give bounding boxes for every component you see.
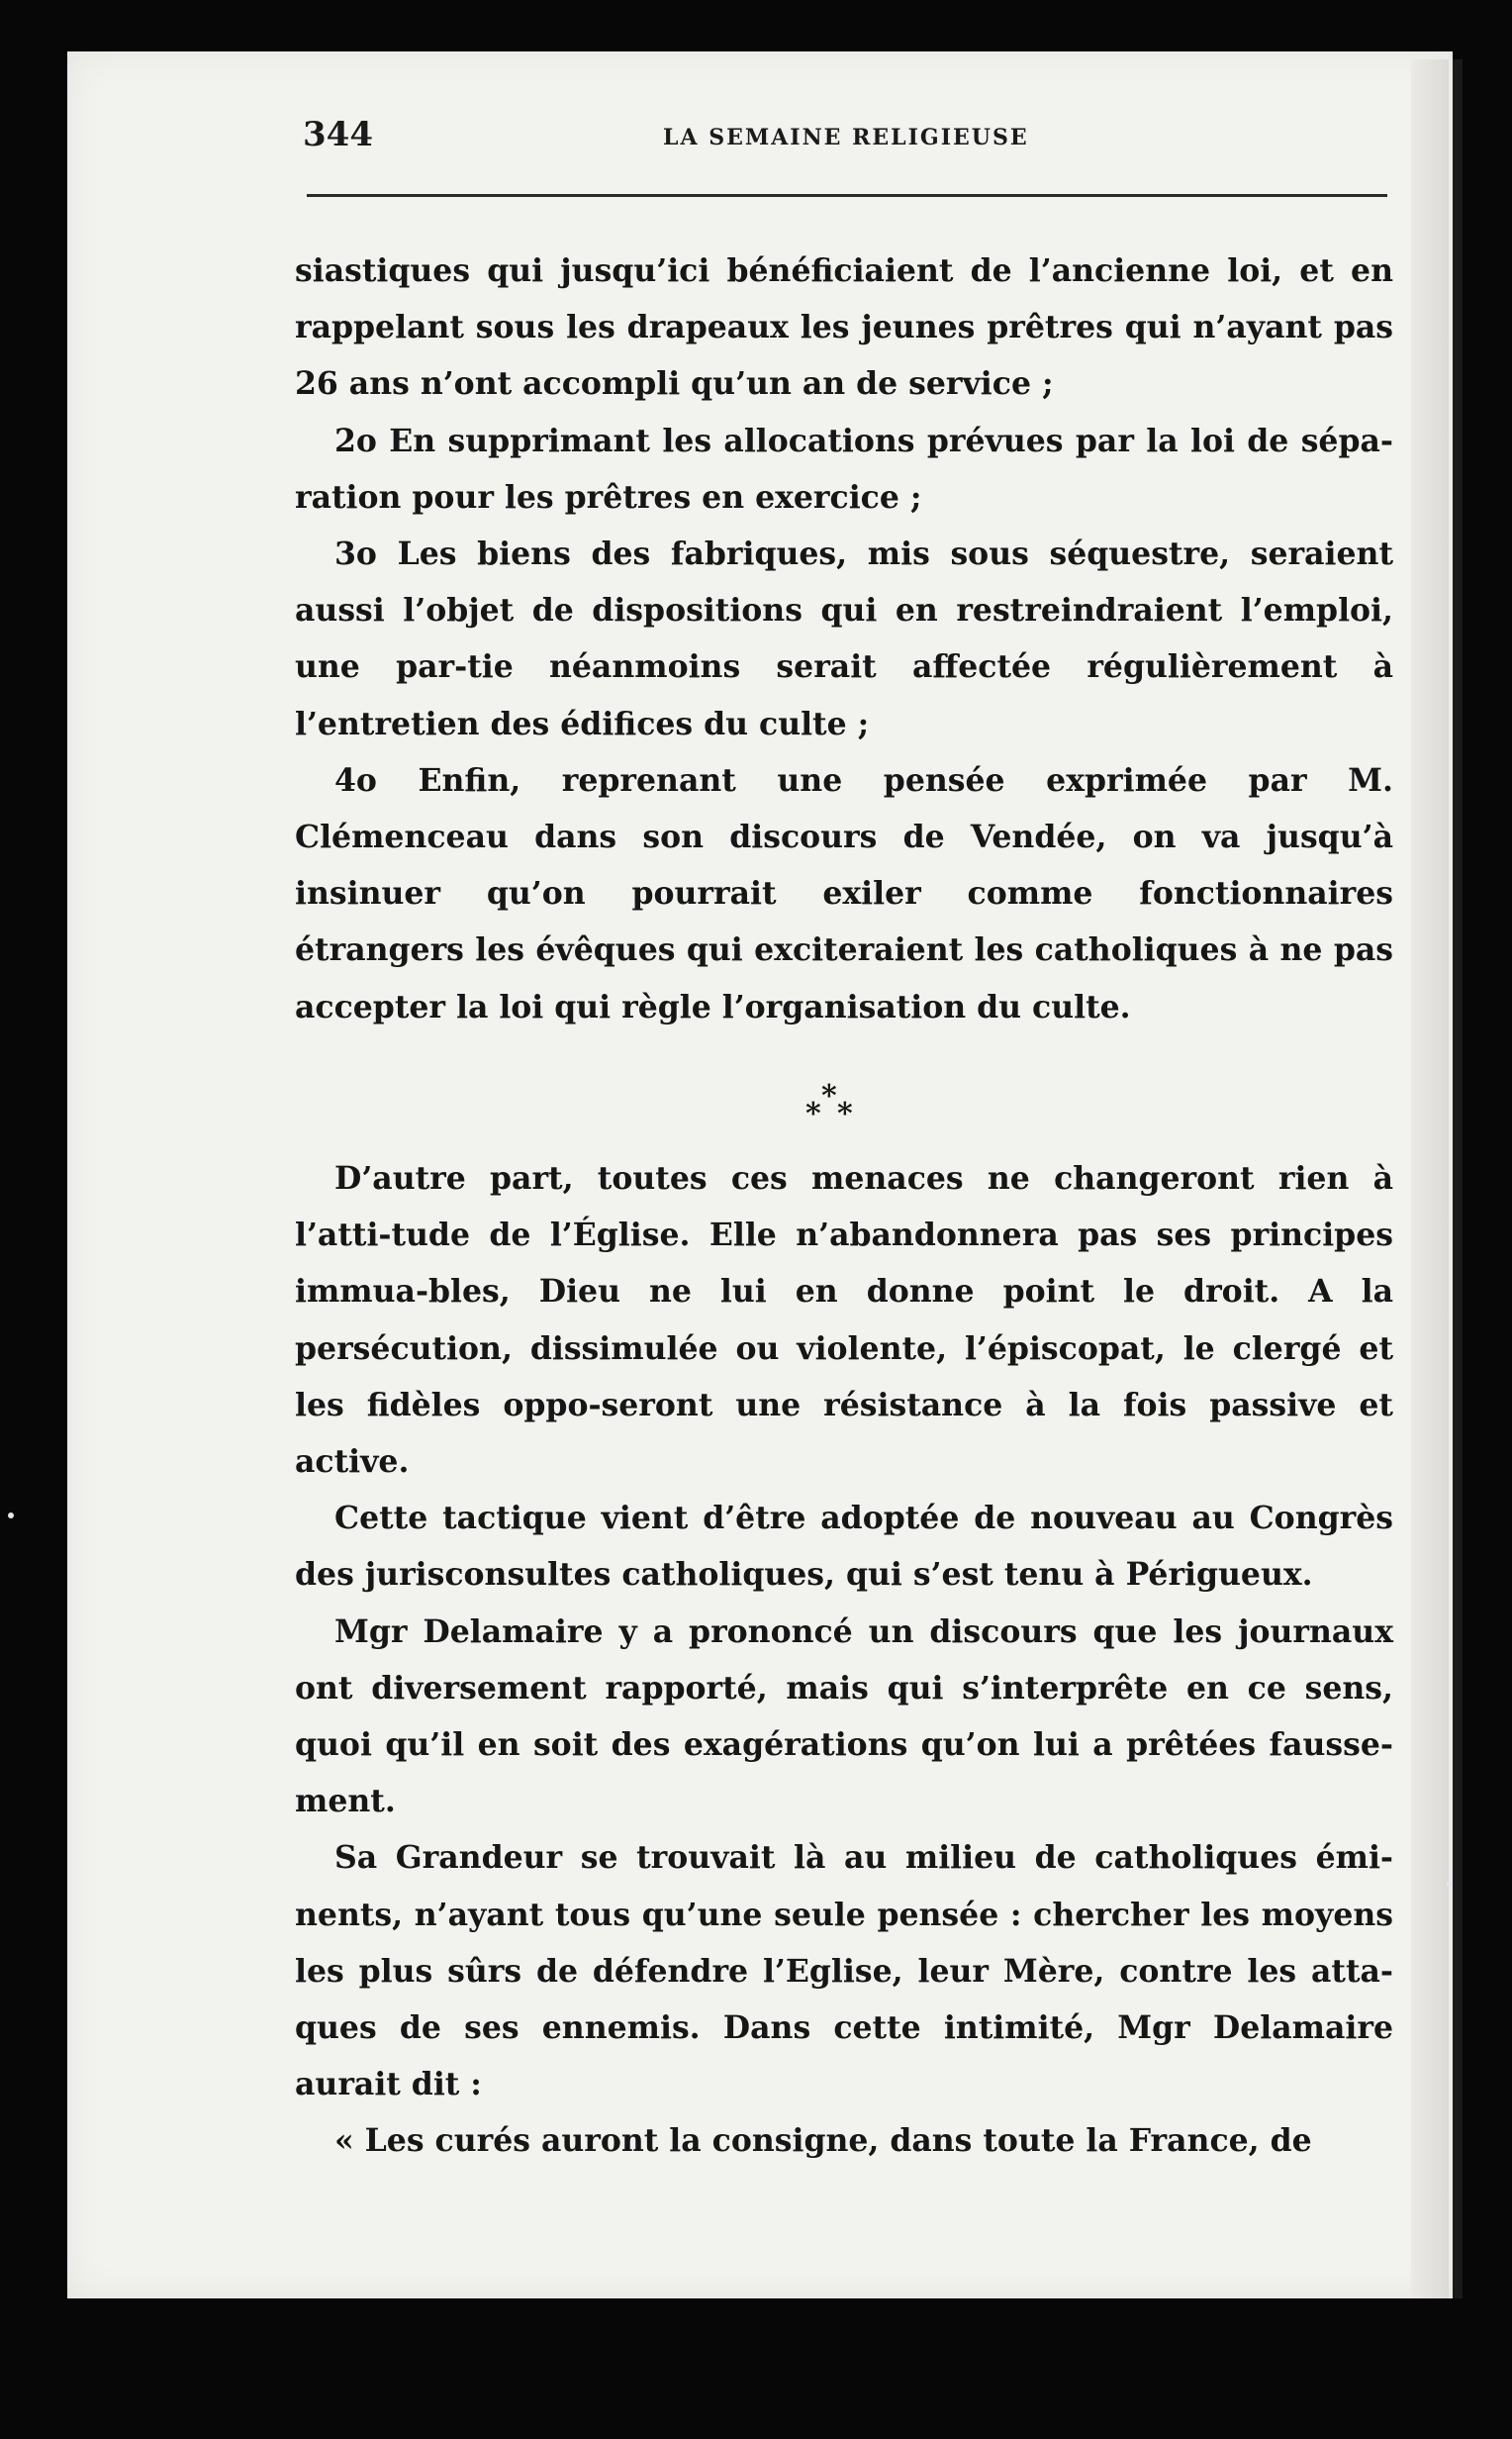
paragraph: Sa Grandeur se trouvait là au milieu de catholiques émi-nents, n’ayant tous qu’une seule pensée : chercher les moyens les plus sûrs de défendre l’Eglise, leur Mère, contre les atta-ques de ses ennemis. Dans cette intimité, Mgr Delamaire aurait dit : xyxy=(295,1839,1393,2103)
page-number: 344 xyxy=(303,115,373,154)
paragraph: « Les curés auront la consigne, dans toute la France, de xyxy=(334,2122,1312,2160)
paragraph: Cette tactique vient d’être adoptée de nouveau au Congrès des jurisconsultes catholiques, qui s’est tenu à Périgueux. xyxy=(295,1500,1393,1594)
scan-speck xyxy=(1447,1881,1453,1887)
scan-speck xyxy=(8,1512,14,1518)
paragraph: D’autre part, toutes ces menaces ne changeront rien à l’atti-tude de l’Église. Elle n’abandonnera pas ses principes immua-bles, Dieu ne lui en donne point le droit. A la persécution, dissimulée ou violente, l’épiscopat, le clergé et les fidèles oppo-seront une résistance à la fois passive et active. xyxy=(295,1160,1393,1481)
paragraph: Mgr Delamaire y a prononcé un discours que les journaux ont diversement rapporté, mais qui s’interprête en ce sens, quoi qu’il en soit des exagérations qu’on lui a prêtées fausse-ment. xyxy=(295,1612,1393,1820)
asterism-divider xyxy=(798,1079,867,1131)
body-text-section-2 xyxy=(295,1150,1393,2170)
asterism-star: * xyxy=(805,1097,821,1131)
asterism-star: * xyxy=(837,1097,853,1131)
page-header xyxy=(297,111,1390,170)
paragraph: 2o En supprimant les allocations prévues par la loi de sépa-ration pour les prêtres en exercice ; xyxy=(295,422,1393,516)
header-rule xyxy=(307,194,1387,197)
asterism-star: * xyxy=(821,1079,837,1114)
body-text-section-1 xyxy=(295,243,1393,1035)
running-head: LA SEMAINE RELIGIEUSE xyxy=(663,125,1029,150)
page-edge xyxy=(1453,59,1463,2298)
page-gutter-shadow xyxy=(1411,59,1449,2298)
paragraph: 3o Les biens des fabriques, mis sous séquestre, seraient aussi l’objet de dispositions qui en restreindraient l’emploi, une par-tie néanmoins serait affectée régulièrement à l’entretien des édifices du culte ; xyxy=(295,536,1393,742)
paragraph: siastiques qui jusqu’ici bénéficiaient de l’ancienne loi, et en rappelant sous les drapeaux les jeunes prêtres qui n’ayant pas 26 ans n’ont accompli qu’un an de service ; xyxy=(295,252,1393,403)
paragraph: 4o Enfin, reprenant une pensée exprimée par M. Clémenceau dans son discours de Vendée, on va jusqu’à insinuer qu’on pourrait exiler comme fonctionnaires étrangers les évêques qui exciteraient les catholiques à ne pas accepter la loi qui règle l’organisation du culte. xyxy=(295,761,1393,1025)
